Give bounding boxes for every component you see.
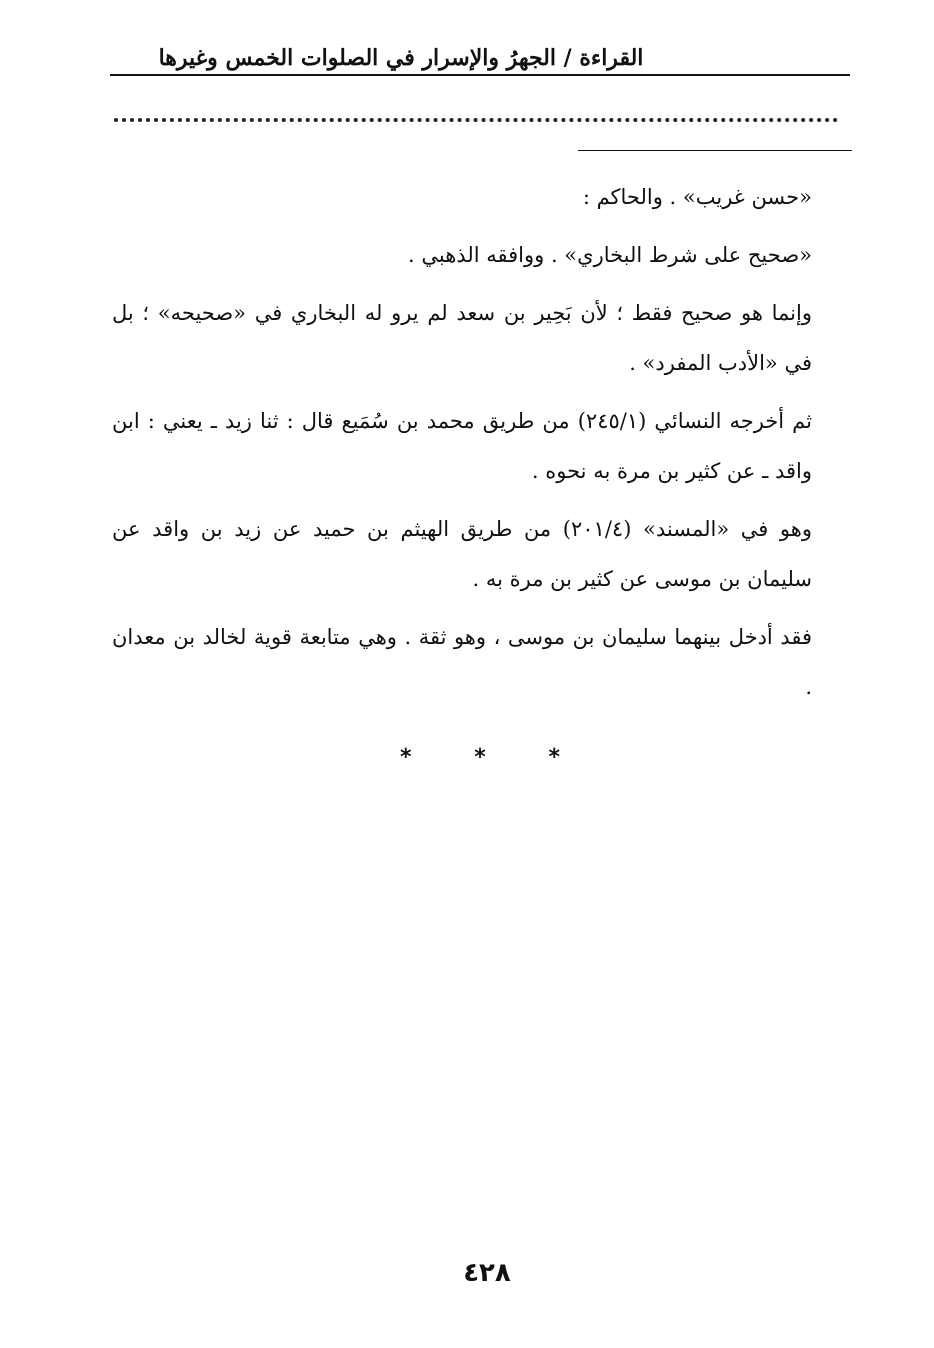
- paragraph: فقد أدخل بينهما سليمان بن موسى ، وهو ثقة . وهي متابعة قوية لخالد بن معدان .: [112, 625, 812, 699]
- paragraph: وإنما هو صحيح فقط ؛ لأن بَحِير بن سعد لم يرو له البخاري في «صحيحه» ؛ بل في «الأدب المفرد» .: [112, 301, 812, 375]
- header-rule: [110, 74, 850, 76]
- paragraph: «صحيح على شرط البخاري» . ووافقه الذهبي .: [408, 243, 812, 267]
- footnote-rule: [578, 150, 852, 151]
- page-number: ٤٢٨: [463, 1258, 511, 1288]
- paragraph: ثم أخرجه النسائي (٢٤٥/١) من طريق محمد بن سُمَيع قال : ثنا زيد ـ يعني : ابن واقد ـ عن كثير بن مرة به نحوه .: [112, 409, 812, 483]
- dotted-separator: [114, 118, 838, 122]
- running-title: القراءة / الجهرُ والإسرار في الصلوات الخمس وغيرها: [158, 45, 644, 71]
- star-glyph: *: [548, 745, 560, 770]
- footnote-body: [112, 172, 812, 720]
- paragraph: «حسن غريب» . والحاكم :: [582, 185, 812, 209]
- section-divider: [400, 745, 560, 770]
- star-glyph: *: [474, 745, 486, 770]
- star-glyph: *: [400, 745, 412, 770]
- paragraph: وهو في «المسند» (٢٠١/٤) من طريق الهيثم بن حميد عن زيد بن واقد عن سليمان بن موسى عن كثير بن مرة به .: [112, 517, 813, 591]
